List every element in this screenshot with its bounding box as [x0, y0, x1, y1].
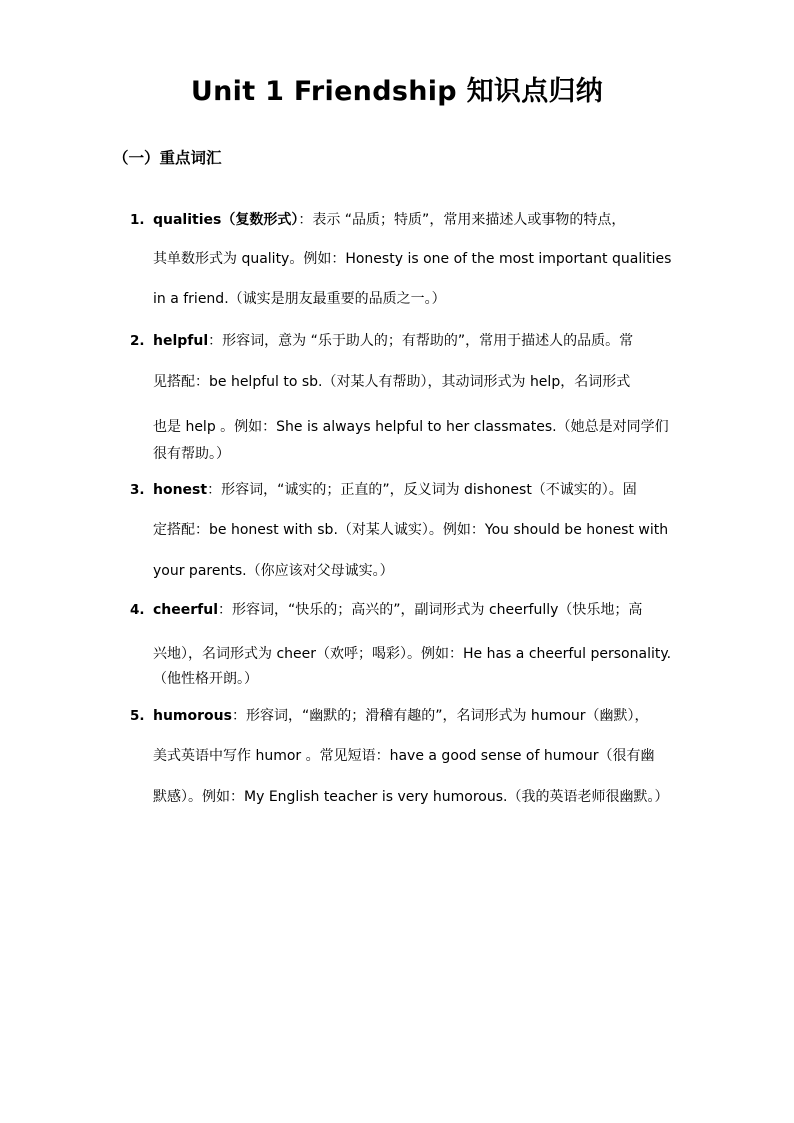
- list-item-line: [153, 705, 693, 727]
- item-number: 4.: [130, 602, 145, 618]
- item-number: 3.: [130, 482, 145, 498]
- list-item-line: 兴地），名词形式为 cheer（欢呼；喝彩）。例如：He has a cheerful personality.: [153, 646, 672, 662]
- item-text: ：表示 “品质；特质”，常用来描述人或事物的特点，: [298, 212, 626, 228]
- list-item-line: 其单数形式为 quality。例如：Honesty is one of the most important qualities: [153, 251, 672, 267]
- list-item-line: in a friend.（诚实是朋友最重要的品质之一。）: [153, 291, 446, 307]
- list-item-line: 见搭配：be helpful to sb.（对某人有帮助），其动词形式为 help，名词形式: [153, 374, 631, 390]
- item-number: 1.: [130, 212, 145, 228]
- vocab-term: cheerful: [153, 602, 219, 618]
- list-item-line: 默感）。例如：My English teacher is very humorous.（我的英语老师很幽默。）: [153, 789, 669, 805]
- vocab-term: qualities（复数形式）: [153, 212, 299, 228]
- page-title: Unit 1 Friendship 知识点归纳: [190, 76, 604, 107]
- list-item-line: 美式英语中写作 humor 。常见短语：have a good sense of humour（很有幽: [153, 748, 655, 764]
- item-number: 2.: [130, 333, 145, 349]
- section-heading: （一）重点词汇: [113, 149, 222, 167]
- vocab-term: humorous: [153, 708, 232, 724]
- list-item-line: 也是 help 。例如：She is always helpful to her classmates.（她总是对同学们: [153, 419, 669, 435]
- item-number: 5.: [130, 708, 145, 724]
- list-item-line: 定搭配：be honest with sb.（对某人诚实）。例如：You should be honest with: [153, 522, 669, 538]
- item-text: ：形容词，“诚实的；正直的”，反义词为 dishonest（不诚实的）。固: [207, 482, 637, 498]
- list-item-line: （他性格开朗。）: [153, 671, 258, 687]
- list-item-line: 很有帮助。）: [153, 446, 230, 462]
- item-text: ：形容词，“幽默的；滑稽有趣的”，名词形式为 humour（幽默），: [231, 708, 649, 724]
- list-item-line: your parents.（你应该对父母诚实。）: [153, 563, 394, 579]
- vocab-term: honest: [153, 482, 208, 498]
- item-text: ：形容词，意为 “乐于助人的；有帮助的”，常用于描述人的品质。常: [208, 333, 634, 349]
- list-item-line: [153, 209, 693, 231]
- item-text: ：形容词，“快乐的；高兴的”，副词形式为 cheerfully（快乐地；高: [218, 602, 643, 618]
- list-item-line: [153, 479, 693, 501]
- list-item-line: [153, 599, 693, 621]
- vocab-term: helpful: [153, 333, 209, 349]
- list-item-line: [153, 330, 693, 352]
